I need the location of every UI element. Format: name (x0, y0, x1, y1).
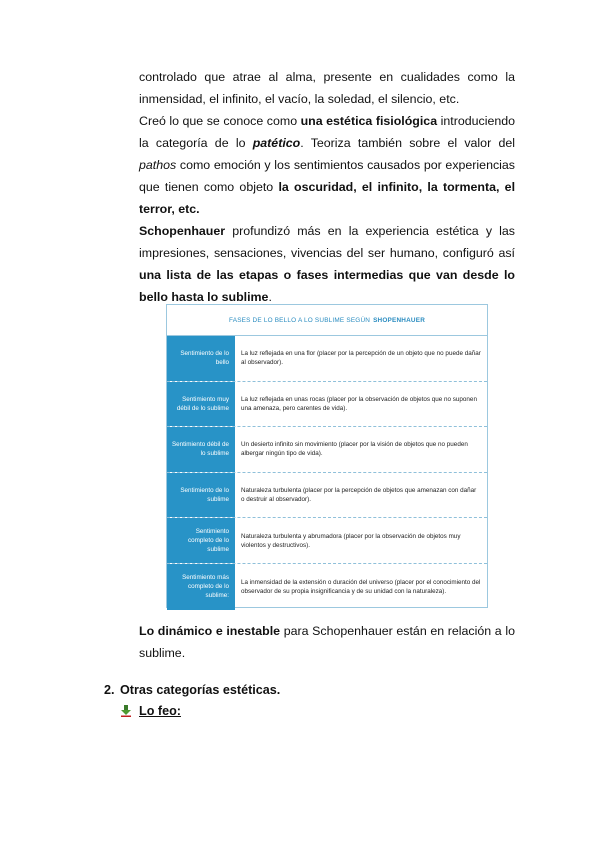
table-row-category: Sentimiento de lo bello (167, 336, 235, 381)
table-row-description: Un desierto infinito sin movimiento (placer por la visión de objetos que no pueden albergar ningún tipo de vida). (241, 441, 468, 458)
paragraph-physiological-aesthetics: Creó lo que se conoce como una estética fisiológica introduciendo la categoría de lo patético. Teoriza también sobre el valor del pathos como emoción y los sentimientos causados por experiencias que tienen como objeto la oscuridad, el infinito, la tormenta, el terror, etc. (139, 114, 516, 216)
paragraph-schopenhauer: Schopenhauer profundizó más en la experiencia estética y las impresiones, sensaciones, vivencias del ser humano, configuró así una lista de las etapas o fases intermedias que van desde lo bello hasta lo sublime. (139, 224, 515, 304)
paragraph-dynamic-unstable: Lo dinámico e inestable para Schopenhauer están en relación a lo sublime. (139, 624, 515, 660)
subsection-item (120, 704, 181, 718)
table-row-category: Sentimiento débil de lo sublime (167, 427, 235, 472)
table-row-category: Sentimiento de lo sublime (167, 473, 235, 518)
table-row-category: Sentimiento completo de lo sublime (167, 518, 235, 563)
table-row (167, 382, 487, 428)
section-number: 2. (104, 683, 115, 697)
table-row (167, 336, 487, 382)
paragraph-sublime-qualities: controlado que atrae al alma, presente en cualidades como la inmensidad, el infinito, el vacío, la soledad, el silencio, etc. (139, 70, 515, 106)
table-row (167, 427, 487, 473)
arrow-down-bullet-icon (120, 705, 132, 717)
section-title: Otras categorías estéticas. (120, 683, 281, 697)
phases-table (166, 304, 488, 608)
table-row-description: Naturaleza turbulenta (placer por la percepción de objetos que amenazan con dañar o destruir al observador). (241, 487, 477, 504)
table-row (167, 473, 487, 519)
table-row (167, 564, 487, 610)
table-row-description: Naturaleza turbulenta y abrumadora (placer por la observación de objetos muy violentos y destructivos). (241, 532, 461, 549)
subsection-label: Lo feo: (139, 704, 181, 718)
table-row-category: Sentimiento más completo de lo sublime: (167, 564, 235, 610)
table-row-category: Sentimiento muy débil de lo sublime (167, 382, 235, 427)
table-row-description: La luz reflejada en unas rocas (placer por la observación de objetos que no suponen una amenaza, pero carentes de vida). (241, 395, 477, 412)
table-row (167, 518, 487, 564)
section-heading (104, 683, 280, 697)
table-title: FASES DE LO BELLO A LO SUBLIME SEGÚN SHOPENHAUER (167, 305, 487, 336)
table-row-description: La inmensidad de la extensión o duración del universo (placer por el conocimiento del observador de su propia insignificancia y de su unidad con la naturaleza). (241, 578, 481, 595)
table-row-description: La luz reflejada en una flor (placer por la percepción de un objeto que no puede dañar al observador). (241, 350, 481, 367)
